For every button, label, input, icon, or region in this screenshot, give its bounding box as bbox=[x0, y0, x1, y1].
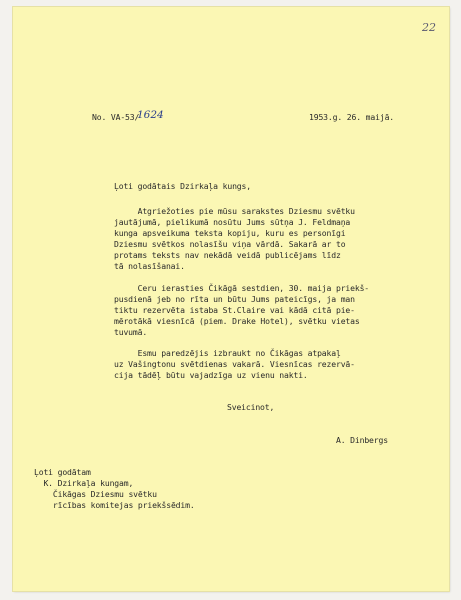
reference-number-handwritten: 1624 bbox=[137, 109, 164, 121]
body-line: tā nolasīšanai. bbox=[114, 261, 185, 271]
addressee-line: Čikāgas Dziesmu svētku bbox=[34, 489, 157, 499]
body-line: kunga apsveikuma teksta kopiju, kuru es personīgi bbox=[114, 228, 346, 238]
body-line: protams teksts nav nekādā veidā publicējams līdz bbox=[114, 250, 341, 260]
salutation: Ļoti godātais Dzirkaļa kungs, bbox=[114, 181, 251, 191]
signature-name: A. Dinbergs bbox=[336, 435, 388, 445]
body-line: pusdienā jeb no rīta un būtu Jums pateicīgs, ja man bbox=[114, 294, 355, 304]
body-line: Ceru ierasties Čikāgā sestdien, 30. maija priekš- bbox=[114, 283, 370, 293]
body-line: mērotākā viesnīcā (piem. Drake Hotel), svētku vietas bbox=[114, 316, 360, 326]
body-line: Dziesmu svētkos nolasīšu viņa vārdā. Sakarā ar to bbox=[114, 239, 346, 249]
body-line: cija tādēļ būtu vajadzīga uz vienu nakti. bbox=[114, 370, 308, 380]
closing: Sveicinot, bbox=[227, 402, 275, 412]
reference-prefix: No. VA-53/ bbox=[92, 112, 140, 122]
addressee-line: K. Dzirkaļa kungam, bbox=[34, 478, 134, 488]
handwritten-page-number: 22 bbox=[422, 21, 436, 34]
addressee-line: Ļoti godātam bbox=[34, 467, 91, 477]
addressee-line: rīcības komitejas priekšsēdim. bbox=[34, 500, 195, 510]
letter-date: 1953.g. 26. maijā. bbox=[309, 112, 395, 122]
body-line: uz Vašingtonu svētdienas vakarā. Viesnīcas rezervā- bbox=[114, 359, 355, 369]
body-line: tiktu rezervēta istaba St.Claire vai kādā citā pie- bbox=[114, 305, 355, 315]
body-line: tuvumā. bbox=[114, 327, 148, 337]
letter-page bbox=[13, 7, 449, 591]
body-line: jautājumā, pielikumā nosūtu Jums sūtņa J. Feldmaņa bbox=[114, 217, 351, 227]
body-line: Atgriežoties pie mūsu sarakstes Dziesmu svētku bbox=[114, 206, 355, 216]
body-line: Esmu paredzējis izbraukt no Čikāgas atpakaļ bbox=[114, 348, 341, 358]
